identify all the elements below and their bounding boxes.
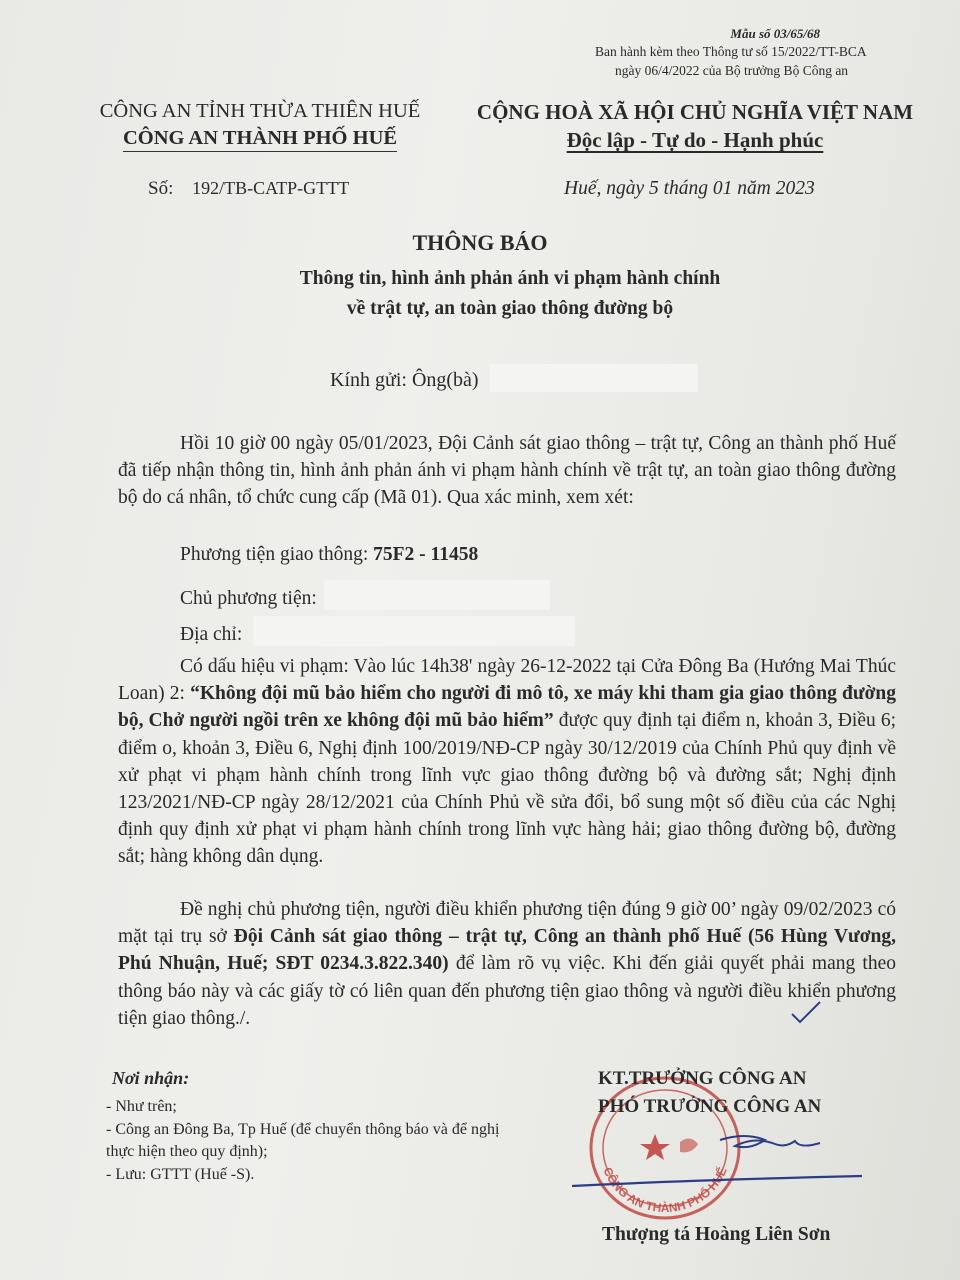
country-name: CỘNG HOÀ XÃ HỘI CHỦ NGHĨA VIỆT NAM [476, 100, 914, 124]
form-number: Mẫu số 03/65/68 [730, 26, 820, 41]
doc-number-value: 192/TB-CATP-GTTT [192, 178, 350, 198]
agency-header [80, 98, 440, 152]
form-note-line2: ngày 06/4/2022 của Bộ trưởng Bộ Công an [615, 63, 849, 78]
salutation [330, 364, 698, 392]
document-number [148, 178, 349, 200]
national-motto: Độc lập - Tự do - Hạnh phúc [566, 128, 824, 152]
redacted-address [253, 616, 575, 646]
agency-name: CÔNG AN THÀNH PHỐ HUẾ [80, 125, 440, 152]
recipient-item: - Công an Đông Ba, Tp Huế (để chuyển thông báo và để nghị thực hiện theo quy định); [106, 1120, 500, 1160]
recipient-item: - Lưu: GTTT (Huế -S). [106, 1165, 255, 1183]
handwritten-signature [570, 1100, 870, 1200]
request-paragraph: Đề nghị chủ phương tiện, người điều khiển phương tiện đúng 9 giờ 00’ ngày 09/02/2023 có mặt tại trụ sở Đội Cảnh sát giao thông – trật tự, Công an thành phố Huế (56 Hùng Vương, Phú Nhuận, Huế; SĐT 0234.3.822.340) để làm rõ vụ việc. Khi đến giải quyết phải mang theo thông báo này và các giấy tờ có liên quan đến phương tiện giao thông và người điều khiển phương tiện giao thông./. [118, 899, 896, 1029]
owner-label: Chủ phương tiện: [180, 588, 317, 609]
recipients-title: Nơi nhận: [112, 1068, 190, 1088]
vehicle-plate: 75F2 - 11458 [373, 544, 479, 565]
form-note-line1: Ban hành kèm theo Thông tư số 15/2022/TT-BCA [595, 44, 867, 59]
agency-parent: CÔNG AN TỈNH THỪA THIÊN HUẾ [99, 100, 421, 122]
national-header [455, 98, 935, 154]
vehicle-label: Phương tiện giao thông: [180, 544, 374, 565]
salutation-label: Kính gửi: Ông(bà) [330, 369, 479, 391]
subtitle-line1: Thông tin, hình ảnh phản ánh vi phạm hành chính [299, 268, 721, 289]
recipients-list [106, 1096, 526, 1186]
document-subtitle [0, 264, 960, 324]
subtitle-line2: về trật tự, an toàn giao thông đường bộ [346, 298, 674, 319]
address-label: Địa chỉ: [180, 624, 243, 645]
meeting-location: Đội Cảnh sát giao thông – trật tự, Công an thành phố Huế (56 Hùng Vương, Phú Nhuận, Huế; SĐT 0234.3.822.340) [118, 926, 896, 975]
document-title: THÔNG BÁO [412, 230, 548, 255]
place-date: Huế, ngày 5 tháng 01 năm 2023 [564, 178, 815, 199]
signature-title-line2: PHÓ TRƯỞNG CÔNG AN [598, 1096, 822, 1117]
violation-paragraph: Có dấu hiệu vi phạm: Vào lúc 14h38' ngày 26-12-2022 tại Cửa Đông Ba (Hướng Mai Thúc Loan) 2: “Không đội mũ bảo hiểm cho người đi mô tô, xe máy khi tham gia giao thông đường bộ, Chở người ngồi trên xe không đội mũ bảo hiểm” được quy định tại điểm n, khoản 3, Điều 6; điểm o, khoản 3, Điều 6, Nghị định 100/2019/NĐ-CP ngày 30/12/2019 của Chính Phủ quy định về xử phạt vi phạm hành chính trong lĩnh vực giao thông đường bộ và đường sắt; Nghị định 123/2021/NĐ-CP ngày 28/12/2021 của Chính Phủ về sửa đổi, bổ sung một số điều của các Nghị định quy định xử phạt vi phạm hành chính trong lĩnh vực hàng hải; giao thông đường bộ, đường sắt; hàng không dân dụng. [118, 656, 896, 868]
check-mark-icon [788, 998, 824, 1026]
recipient-item: - Như trên; [106, 1098, 177, 1115]
redacted-recipient-name [490, 364, 698, 392]
svg-text:CÔNG AN THÀNH PHỐ HUẾ: CÔNG AN THÀNH PHỐ HUẾ [600, 1165, 730, 1216]
signer-name: Thượng tá Hoàng Liên Sơn [602, 1224, 831, 1245]
vehicle-line [180, 544, 478, 566]
owner-line [180, 580, 550, 610]
doc-number-label: Số: [148, 178, 174, 199]
address-line [180, 616, 575, 646]
violation-description: “Không đội mũ bảo hiểm cho người đi mô tô, xe máy khi tham gia giao thông đường bộ, Chở người ngồi trên xe không đội mũ bảo hiểm” [118, 683, 896, 732]
signature-title-line1: KT.TRƯỞNG CÔNG AN [598, 1068, 807, 1089]
redacted-owner [324, 580, 550, 610]
intro-paragraph: Hồi 10 giờ 00 ngày 05/01/2023, Đội Cảnh sát giao thông – trật tự, Công an thành phố Huế đã tiếp nhận thông tin, hình ảnh phản ánh vi phạm hành chính về trật tự, an toàn giao thông đường bộ do cá nhân, tổ chức cung cấp (Mã 01). Qua xác minh, xem xét: [118, 433, 896, 509]
form-note [595, 42, 867, 80]
